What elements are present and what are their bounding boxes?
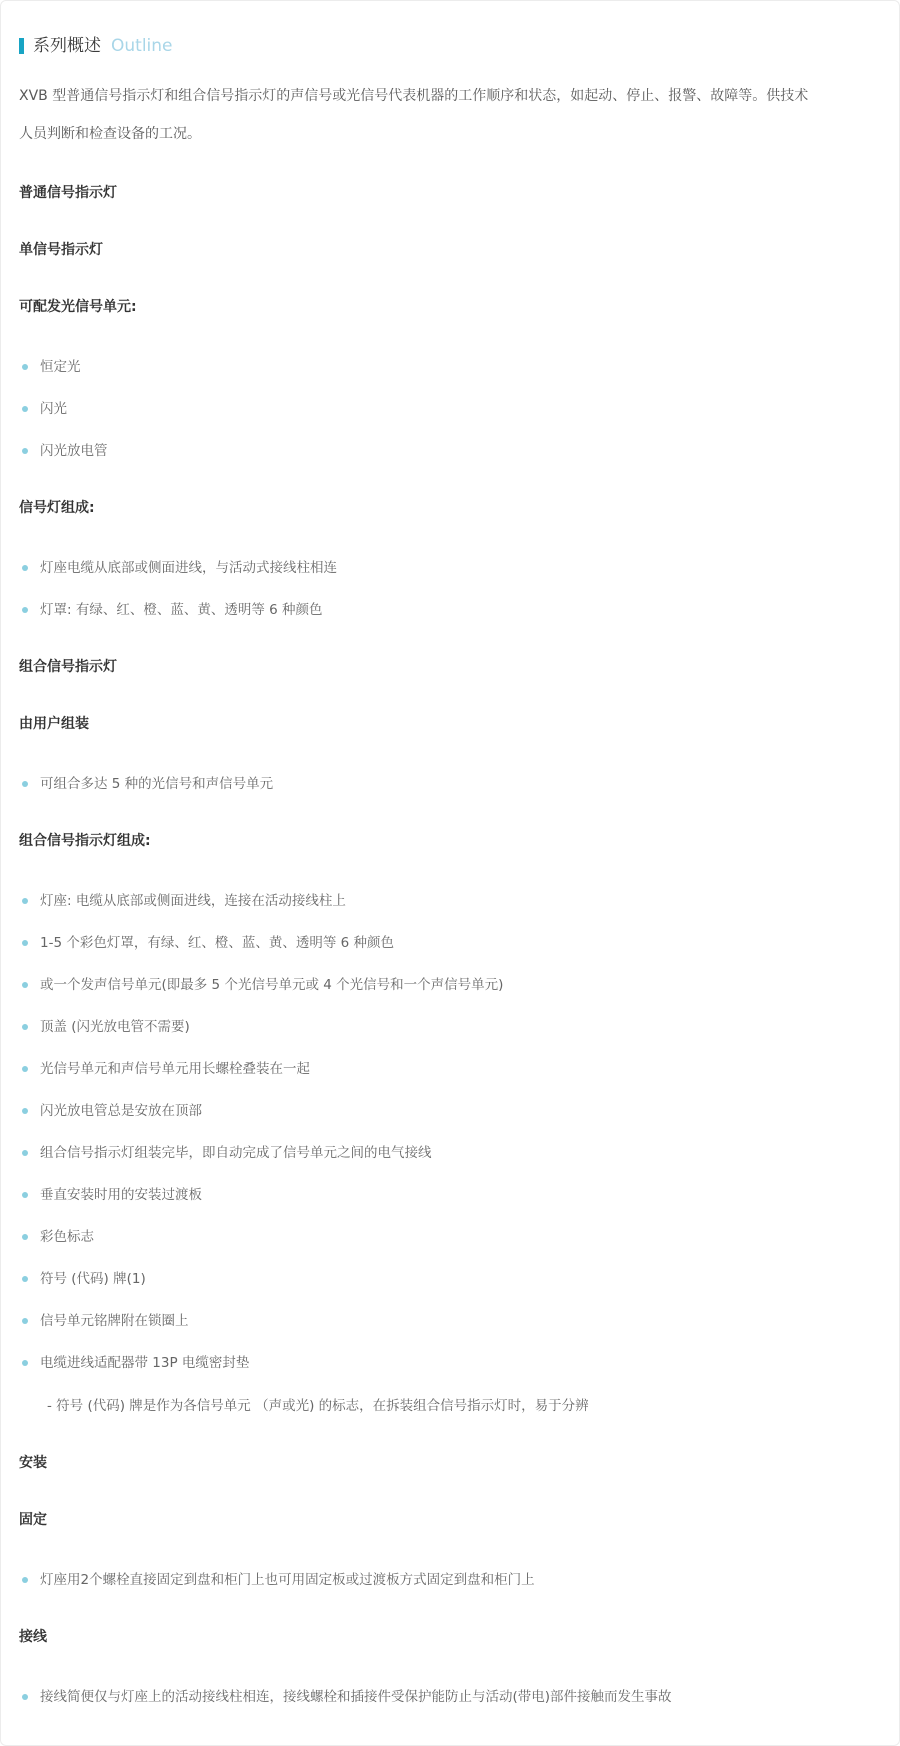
list-item: 恒定光: [19, 357, 881, 377]
bullet-list-lamp-composition: [19, 558, 881, 620]
list-item: 垂直安装时用的安装过渡板: [19, 1185, 881, 1205]
list-item: 可组合多达 5 种的光信号和声信号单元: [19, 774, 881, 794]
list-item: 接线简便仅与灯座上的活动接线柱相连，接线螺栓和插接件受保护能防止与活动(带电)部件接触而发生事故: [19, 1687, 881, 1707]
bullet-list-combined-composition: [19, 891, 881, 1373]
accent-bar: [19, 38, 24, 54]
page-title: 系列概述: [33, 36, 101, 56]
list-item: 灯座用2个螺栓直接固定到盘和柜门上也可用固定板或过渡板方式固定到盘和柜门上: [19, 1570, 881, 1590]
heading-light-units: 可配发光信号单元:: [19, 299, 137, 315]
list-item: 符号 (代码) 牌(1): [19, 1269, 881, 1289]
list-item: 灯罩: 有绿、红、橙、蓝、黄、透明等 6 种颜色: [19, 600, 881, 620]
list-item: 信号单元铭牌附在锁圈上: [19, 1311, 881, 1331]
list-item: 灯座: 电缆从底部或侧面进线，连接在活动接线柱上: [19, 891, 881, 911]
bullet-list-wiring: [19, 1687, 881, 1707]
list-item: 闪光: [19, 399, 881, 419]
list-item: 彩色标志: [19, 1227, 881, 1247]
bullet-list-light-units: [19, 357, 881, 461]
list-item: 灯座电缆从底部或侧面进线，与活动式接线柱相连: [19, 558, 881, 578]
bullet-list-fixing: [19, 1570, 881, 1590]
bullet-list-user-assembled: [19, 774, 881, 794]
list-item: 或一个发声信号单元(即最多 5 个光信号单元或 4 个光信号和一个声信号单元): [19, 975, 881, 995]
heading-combined-signal-lamp: 组合信号指示灯: [19, 659, 117, 675]
section-title-bar: [19, 36, 881, 56]
list-item: 光信号单元和声信号单元用长螺栓叠装在一起: [19, 1059, 881, 1079]
list-item: 电缆进线适配器带 13P 电缆密封垫: [19, 1353, 881, 1373]
heading-wiring: 接线: [19, 1629, 47, 1645]
heading-common-signal-lamp: 普通信号指示灯: [19, 185, 117, 201]
heading-user-assembled: 由用户组装: [19, 716, 89, 732]
heading-installation: 安装: [19, 1455, 47, 1471]
intro-line-1: XVB 型普通信号指示灯和组合信号指示灯的声信号或光信号代表机器的工作顺序和状态，如起动、停止、报警、故障等。供技术: [19, 88, 809, 104]
intro-line-2: 人员判断和检查设备的工况。: [19, 126, 201, 142]
heading-single-signal-lamp: 单信号指示灯: [19, 242, 103, 258]
footnote-symbol-plate: - 符号 (代码) 牌是作为各信号单元 （声或光) 的标志，在拆装组合信号指示灯时，易于分辨: [47, 1398, 589, 1414]
list-item: 1-5 个彩色灯罩，有绿、红、橙、蓝、黄、透明等 6 种颜色: [19, 933, 881, 953]
list-item: 组合信号指示灯组装完毕，即自动完成了信号单元之间的电气接线: [19, 1143, 881, 1163]
list-item: 闪光放电管: [19, 441, 881, 461]
heading-combined-composition: 组合信号指示灯组成:: [19, 833, 151, 849]
heading-fixing: 固定: [19, 1512, 47, 1528]
page-title-en: Outline: [111, 36, 173, 56]
list-item: 顶盖 (闪光放电管不需要): [19, 1017, 881, 1037]
list-item: 闪光放电管总是安放在顶部: [19, 1101, 881, 1121]
heading-lamp-composition: 信号灯组成:: [19, 500, 95, 516]
intro-paragraph: [19, 77, 881, 153]
